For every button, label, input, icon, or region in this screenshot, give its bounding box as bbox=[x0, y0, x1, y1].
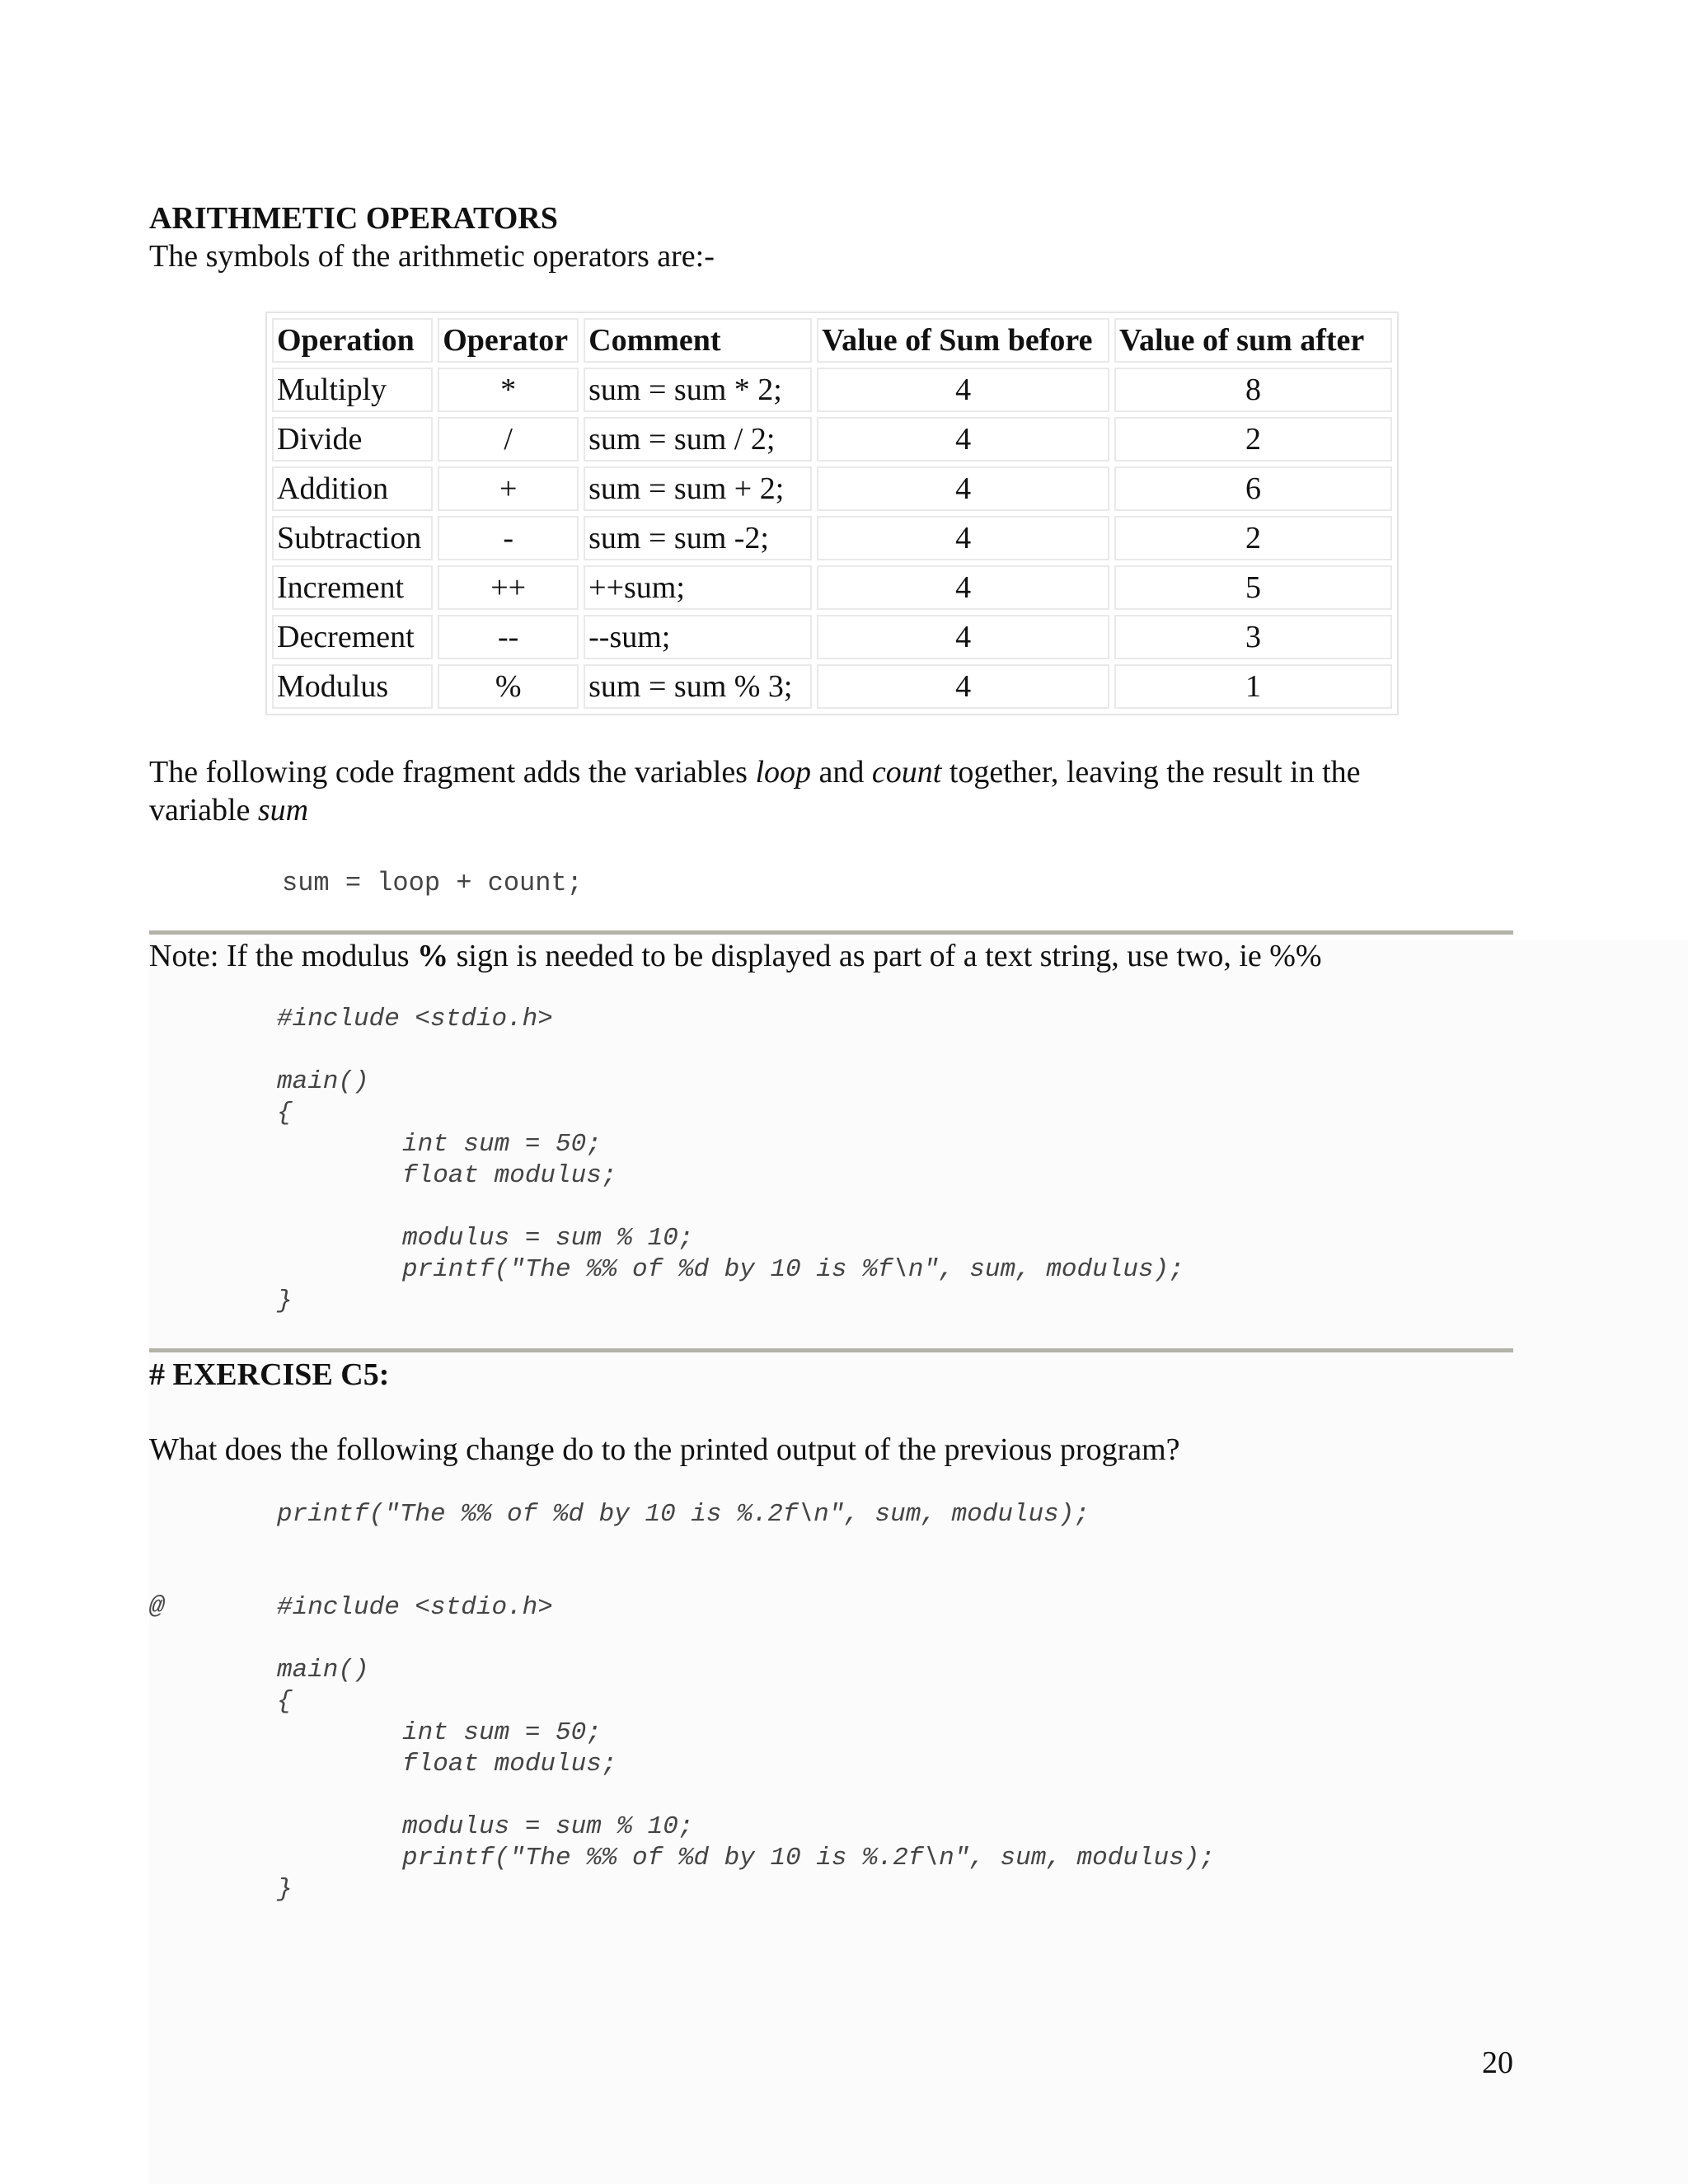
cell-operator: ++ bbox=[438, 565, 579, 610]
code-line: int sum = 50; bbox=[402, 1718, 602, 1747]
divider-line bbox=[149, 930, 1513, 935]
code-line bbox=[277, 1035, 1184, 1066]
cell-operator: % bbox=[438, 664, 579, 709]
table-row bbox=[272, 565, 1392, 610]
table-row bbox=[272, 664, 1392, 709]
at-marker: @ bbox=[149, 1592, 165, 1621]
fragment-text-2: and bbox=[811, 755, 872, 790]
code-line: { bbox=[277, 1687, 293, 1716]
fragment-text-3: together, leaving the result in the bbox=[941, 755, 1361, 790]
code-example-1 bbox=[277, 1004, 1184, 1317]
note-percent-sign: % bbox=[417, 939, 449, 973]
cell-comment: sum = sum % 3; bbox=[584, 664, 812, 709]
code-line: modulus = sum % 10; bbox=[402, 1812, 694, 1841]
page-number: 20 bbox=[1482, 2046, 1513, 2080]
exercise-code bbox=[277, 1499, 1090, 1530]
code-line: main() bbox=[277, 1067, 369, 1096]
cell-operator: -- bbox=[438, 615, 579, 659]
code-line: { bbox=[277, 1099, 293, 1127]
code-line bbox=[277, 1192, 1184, 1223]
code-line: #include <stdio.h> bbox=[277, 1593, 553, 1622]
modulus-note bbox=[149, 937, 1322, 975]
cell-operator: / bbox=[438, 417, 579, 462]
cell-before: 4 bbox=[817, 466, 1109, 511]
cell-operation: Increment bbox=[272, 565, 433, 610]
cell-before: 4 bbox=[817, 417, 1109, 462]
code-line: float modulus; bbox=[402, 1750, 617, 1779]
table-row bbox=[272, 516, 1392, 560]
cell-comment: ++sum; bbox=[584, 565, 812, 610]
cell-after: 3 bbox=[1114, 615, 1392, 659]
cell-operator: - bbox=[438, 516, 579, 560]
table-row bbox=[272, 417, 1392, 462]
header-operator: Operator bbox=[438, 318, 579, 363]
table-row bbox=[272, 466, 1392, 511]
cell-operation: Divide bbox=[272, 417, 433, 462]
cell-before: 4 bbox=[817, 516, 1109, 560]
table-row bbox=[272, 615, 1392, 659]
fragment-var-count: count bbox=[871, 755, 942, 790]
cell-after: 2 bbox=[1114, 516, 1392, 560]
code-line: } bbox=[277, 1286, 293, 1315]
cell-comment: sum = sum + 2; bbox=[584, 466, 812, 511]
fragment-description bbox=[149, 753, 1361, 829]
header-value-before: Value of Sum before bbox=[817, 318, 1109, 363]
cell-after: 2 bbox=[1114, 417, 1392, 462]
cell-operation: Subtraction bbox=[272, 516, 433, 560]
cell-operator: + bbox=[438, 466, 579, 511]
code-line bbox=[277, 1624, 1215, 1655]
cell-operation: Multiply bbox=[272, 368, 433, 412]
table-header-row bbox=[272, 318, 1392, 363]
intro-text: The symbols of the arithmetic operators are:- bbox=[149, 239, 715, 274]
note-text-2: sign is needed to be displayed as part of a text string, use two, ie %% bbox=[448, 939, 1322, 973]
section-heading: ARITHMETIC OPERATORS bbox=[149, 201, 558, 236]
note-text-1: Note: If the modulus bbox=[149, 939, 418, 973]
fragment-text-4: variable bbox=[149, 793, 258, 827]
header-value-after: Value of sum after bbox=[1114, 318, 1392, 363]
cell-comment: sum = sum -2; bbox=[584, 516, 812, 560]
cell-operator: * bbox=[438, 368, 579, 412]
code-line: printf("The %% of %d by 10 is %.2f\n", sum, modulus); bbox=[277, 1500, 1090, 1529]
code-line bbox=[277, 1780, 1215, 1811]
cell-comment: sum = sum * 2; bbox=[584, 368, 812, 412]
cell-before: 4 bbox=[817, 615, 1109, 659]
cell-after: 1 bbox=[1114, 664, 1392, 709]
operators-table bbox=[265, 312, 1399, 715]
code-line: modulus = sum % 10; bbox=[402, 1224, 694, 1253]
cell-before: 4 bbox=[817, 664, 1109, 709]
cell-operation: Addition bbox=[272, 466, 433, 511]
cell-after: 8 bbox=[1114, 368, 1392, 412]
code-line: #include <stdio.h> bbox=[277, 1005, 553, 1033]
fragment-text-1: The following code fragment adds the variables bbox=[149, 755, 756, 790]
fragment-code: sum = loop + count; bbox=[282, 868, 583, 898]
table-row bbox=[272, 368, 1392, 412]
exercise-heading: # EXERCISE C5: bbox=[149, 1357, 390, 1392]
code-line: } bbox=[277, 1875, 293, 1904]
cell-operation: Modulus bbox=[272, 664, 433, 709]
divider-line bbox=[149, 1348, 1513, 1352]
code-line: int sum = 50; bbox=[402, 1130, 602, 1159]
code-line: main() bbox=[277, 1656, 369, 1685]
fragment-var-loop: loop bbox=[755, 755, 812, 790]
header-comment: Comment bbox=[584, 318, 812, 363]
cell-after: 6 bbox=[1114, 466, 1392, 511]
code-line: float modulus; bbox=[402, 1161, 617, 1190]
cell-comment: sum = sum / 2; bbox=[584, 417, 812, 462]
cell-before: 4 bbox=[817, 565, 1109, 610]
code-example-2 bbox=[277, 1592, 1215, 1905]
code-line: printf("The %% of %d by 10 is %f\n", sum, modulus); bbox=[402, 1255, 1184, 1284]
cell-operation: Decrement bbox=[272, 615, 433, 659]
cell-comment: --sum; bbox=[584, 615, 812, 659]
exercise-question: What does the following change do to the printed output of the previous program? bbox=[149, 1432, 1180, 1467]
fragment-var-sum: sum bbox=[257, 793, 309, 827]
cell-before: 4 bbox=[817, 368, 1109, 412]
header-operation: Operation bbox=[272, 318, 433, 363]
code-line: printf("The %% of %d by 10 is %.2f\n", sum, modulus); bbox=[402, 1844, 1215, 1872]
cell-after: 5 bbox=[1114, 565, 1392, 610]
